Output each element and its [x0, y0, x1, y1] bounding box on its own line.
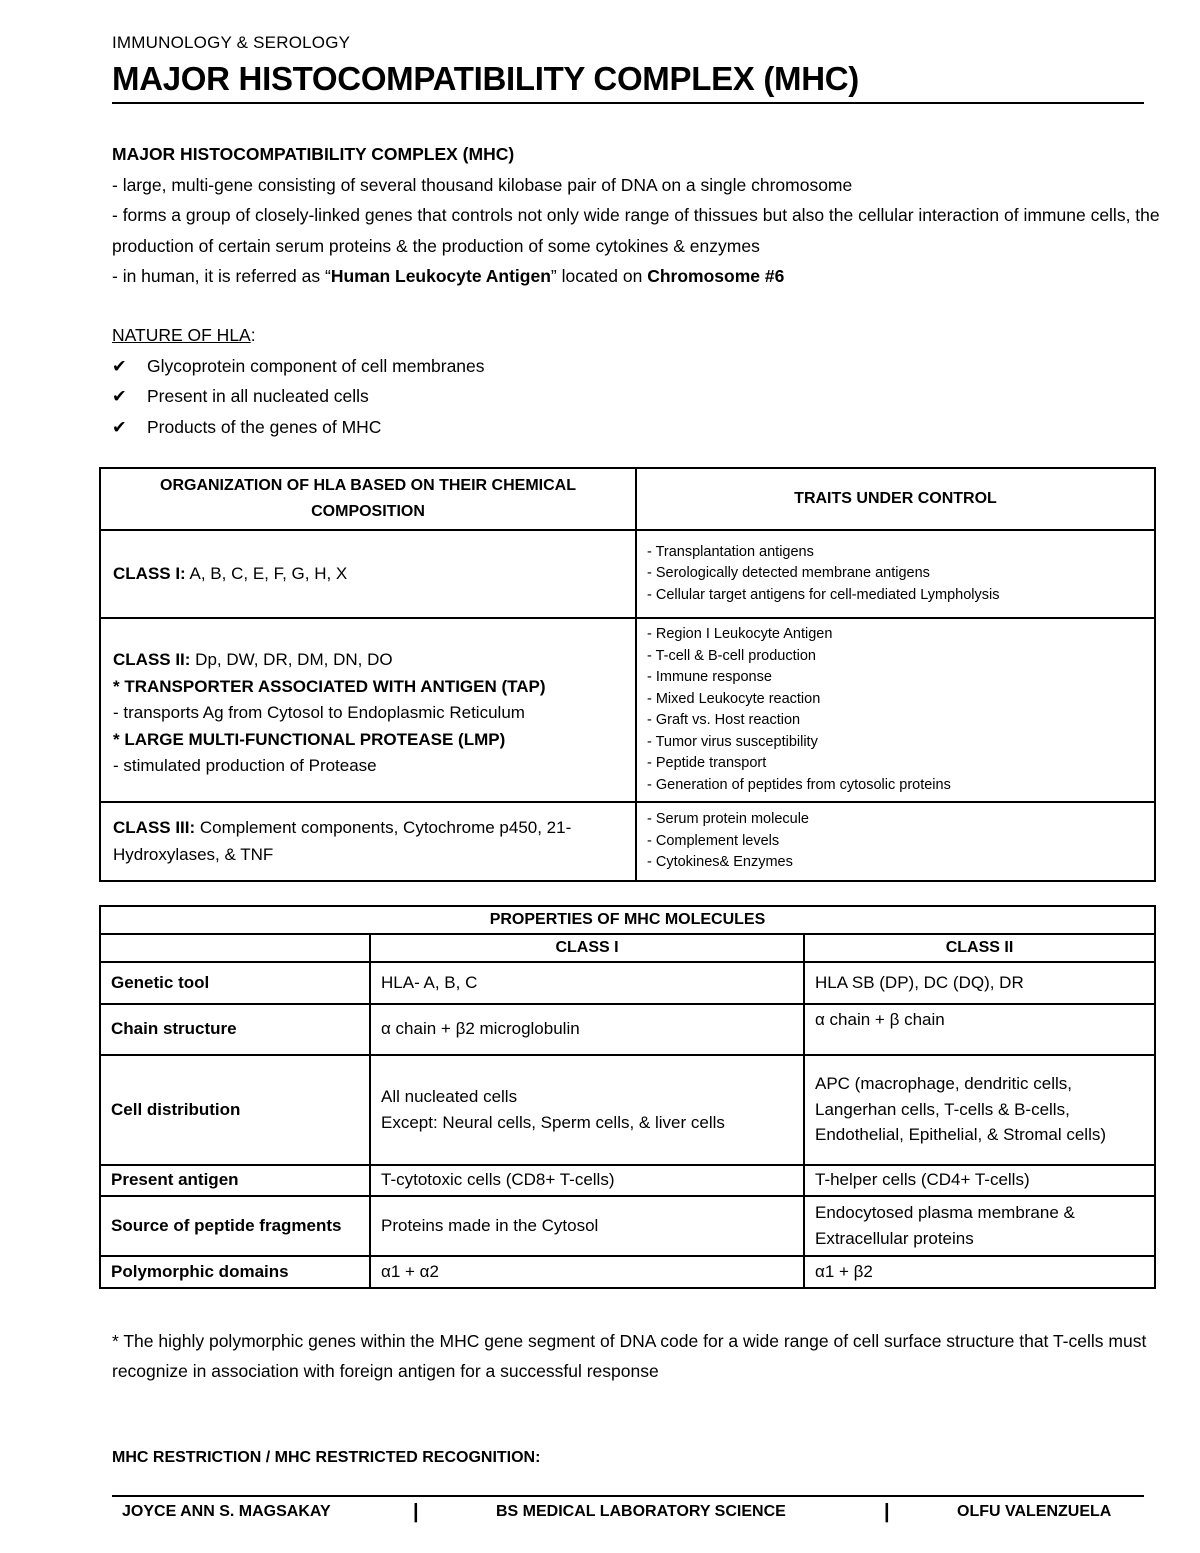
nature-heading-colon: : [250, 325, 256, 345]
intro-line-3-mid: ” located on [550, 266, 648, 286]
trait-item: - Immune response [647, 669, 772, 685]
table-row [100, 1165, 1155, 1196]
intro-heading: MAJOR HISTOCOMPATIBILITY COMPLEX (MHC) [112, 144, 515, 164]
table-row [100, 962, 1155, 1004]
lmp-description: - stimulated production of Protease [113, 756, 377, 775]
class-1-label: CLASS I: [113, 563, 186, 583]
row-label: Present antigen [100, 1165, 370, 1196]
intro-line-1: - large, multi-gene consisting of several thousand kilobase pair of DNA on a single chromosome [112, 174, 853, 195]
class-1-value [370, 1055, 804, 1165]
page-title: MAJOR HISTOCOMPATIBILITY COMPLEX (MHC) [112, 60, 859, 97]
class-2-value: HLA SB (DP), DC (DQ), DR [804, 962, 1155, 1004]
footer-divider [112, 1495, 1144, 1497]
trait-item: - Generation of peptides from cytosolic proteins [647, 776, 951, 793]
table-row [100, 530, 1155, 618]
org-col1-header: ORGANIZATION OF HLA BASED ON THEIR CHEMICAL COMPOSITION [100, 468, 636, 530]
footer-author: JOYCE ANN S. MAGSAKAY [122, 1503, 331, 1520]
trait-item: - Transplantation antigens [647, 543, 814, 560]
checkmark-icon: ✔ [112, 355, 127, 376]
trait-item: - Complement levels [647, 832, 780, 849]
table-row [100, 1004, 1155, 1055]
footer-separator: | [413, 1501, 419, 1523]
empty-header-cell [100, 934, 370, 962]
tap-description: - transports Ag from Cytosol to Endoplasmic Reticulum [113, 703, 525, 722]
class-3-traits [636, 802, 1155, 881]
nature-heading-line [112, 320, 485, 351]
class-1-value: A, B, C, E, F, G, H, X [185, 563, 348, 583]
mhc-restriction-heading: MHC RESTRICTION / MHC RESTRICTED RECOGNITION: [112, 1449, 541, 1466]
footer-program: BS MEDICAL LABORATORY SCIENCE [496, 1503, 786, 1520]
trait-item: - Cytokines& Enzymes [647, 854, 793, 871]
title-divider [112, 102, 1144, 104]
class-1-cell [100, 530, 636, 618]
trait-item: - Serologically detected membrane antigens [647, 565, 930, 582]
table-row [100, 1256, 1155, 1288]
trait-item: - Graft vs. Host reaction [647, 712, 801, 728]
footer-school: OLFU VALENZUELA [957, 1503, 1112, 1520]
table-header-row [100, 934, 1155, 962]
list-item [112, 351, 485, 382]
trait-item: - Mixed Leukocyte reaction [647, 690, 821, 707]
class-1-value: α chain + β2 microglobulin [370, 1004, 804, 1055]
checkmark-icon: ✔ [112, 386, 127, 406]
row-label: Source of peptide fragments [100, 1196, 370, 1256]
nature-heading: NATURE OF HLA [112, 325, 251, 345]
intro-section [112, 139, 1162, 292]
cell-line: All nucleated cells [381, 1087, 518, 1106]
tap-heading: * TRANSPORTER ASSOCIATED WITH ANTIGEN (TAP) [113, 676, 546, 696]
list-item [112, 412, 485, 443]
class-1-value: T-cytotoxic cells (CD8+ T-cells) [370, 1165, 804, 1196]
trait-item: - Serum protein molecule [647, 811, 809, 828]
class-1-value: HLA- A, B, C [370, 962, 804, 1004]
class-2-value: Endocytosed plasma membrane & Extracellular proteins [804, 1196, 1155, 1256]
table-row [100, 802, 1155, 881]
class-2-traits [636, 618, 1155, 802]
chromosome-term: Chromosome #6 [647, 266, 785, 286]
row-label: Genetic tool [100, 962, 370, 1004]
trait-item: - Peptide transport [647, 755, 767, 771]
cell-line: Except: Neural cells, Sperm cells, & liver cells [381, 1112, 725, 1132]
trait-item: - Tumor virus susceptibility [647, 733, 818, 750]
class-2-value: α chain + β chain [804, 1004, 1155, 1055]
class-2-value: Dp, DW, DR, DM, DN, DO [190, 650, 393, 669]
row-label: Polymorphic domains [100, 1256, 370, 1288]
checkmark-icon: ✔ [112, 416, 127, 437]
class-2-cell [100, 618, 636, 802]
intro-line-3 [112, 261, 1162, 292]
trait-item: - Region I Leukocyte Antigen [647, 626, 833, 642]
nature-list [112, 351, 485, 443]
trait-item: - Cellular target antigens for cell-mediated Lympholysis [647, 586, 1000, 603]
class-2-line [113, 647, 623, 674]
class-1-value: Proteins made in the Cytosol [370, 1196, 804, 1256]
table-row [100, 1055, 1155, 1165]
footer-separator: | [884, 1501, 890, 1523]
intro-line-2: - forms a group of closely-linked genes that controls not only wide range of thissues but also the cellular interaction of immune cells, the production of certain serum proteins & the production of some cytokines & enzymes [112, 205, 1160, 256]
nature-item-text: Products of the genes of MHC [147, 416, 382, 437]
table-header-row [100, 468, 1155, 530]
class-2-value: T-helper cells (CD4+ T-cells) [804, 1165, 1155, 1196]
class-3-label: CLASS III: [113, 818, 196, 837]
footnote: * The highly polymorphic genes within the MHC gene segment of DNA code for a wide range of cell surface structure that T-cells must recognize in association with foreign antigen for a successful response [112, 1331, 1147, 1381]
class-1-header: CLASS I [370, 934, 804, 962]
nature-item-text: Present in all nucleated cells [147, 386, 369, 406]
table-row [100, 1196, 1155, 1256]
class-2-header: CLASS II [804, 934, 1155, 962]
intro-line-3-pre: - in human, it is referred as “ [112, 266, 331, 286]
hla-term: Human Leukocyte Antigen [330, 266, 551, 286]
class-2-value: α1 + β2 [804, 1256, 1155, 1288]
class-1-value: α1 + α2 [370, 1256, 804, 1288]
class-2-label: CLASS II: [113, 650, 191, 669]
org-col2-header: TRAITS UNDER CONTROL [636, 468, 1155, 530]
mhc-properties-table [99, 905, 1156, 1289]
trait-item: - T-cell & B-cell production [647, 647, 816, 664]
hla-organization-table [99, 467, 1156, 882]
table-row [100, 618, 1155, 802]
row-label: Chain structure [100, 1004, 370, 1055]
list-item [112, 381, 485, 412]
lmp-heading: * LARGE MULTI-FUNCTIONAL PROTEASE (LMP) [113, 729, 506, 749]
class-3-cell [100, 802, 636, 881]
class-1-traits [636, 530, 1155, 618]
subject-label: IMMUNOLOGY & SEROLOGY [112, 33, 351, 52]
properties-caption: PROPERTIES OF MHC MOLECULES [100, 906, 1155, 934]
class-3-value: Complement components, Cytochrome p450, 21-Hydroxylases, & TNF [113, 818, 572, 864]
class-2-value: APC (macrophage, dendritic cells, Langerhan cells, T-cells & B-cells, Endothelial, Epithelial, & Stromal cells) [804, 1055, 1155, 1165]
table-caption-row [100, 906, 1155, 934]
row-label: Cell distribution [100, 1055, 370, 1165]
nature-item-text: Glycoprotein component of cell membranes [147, 355, 485, 376]
nature-section [112, 320, 485, 442]
